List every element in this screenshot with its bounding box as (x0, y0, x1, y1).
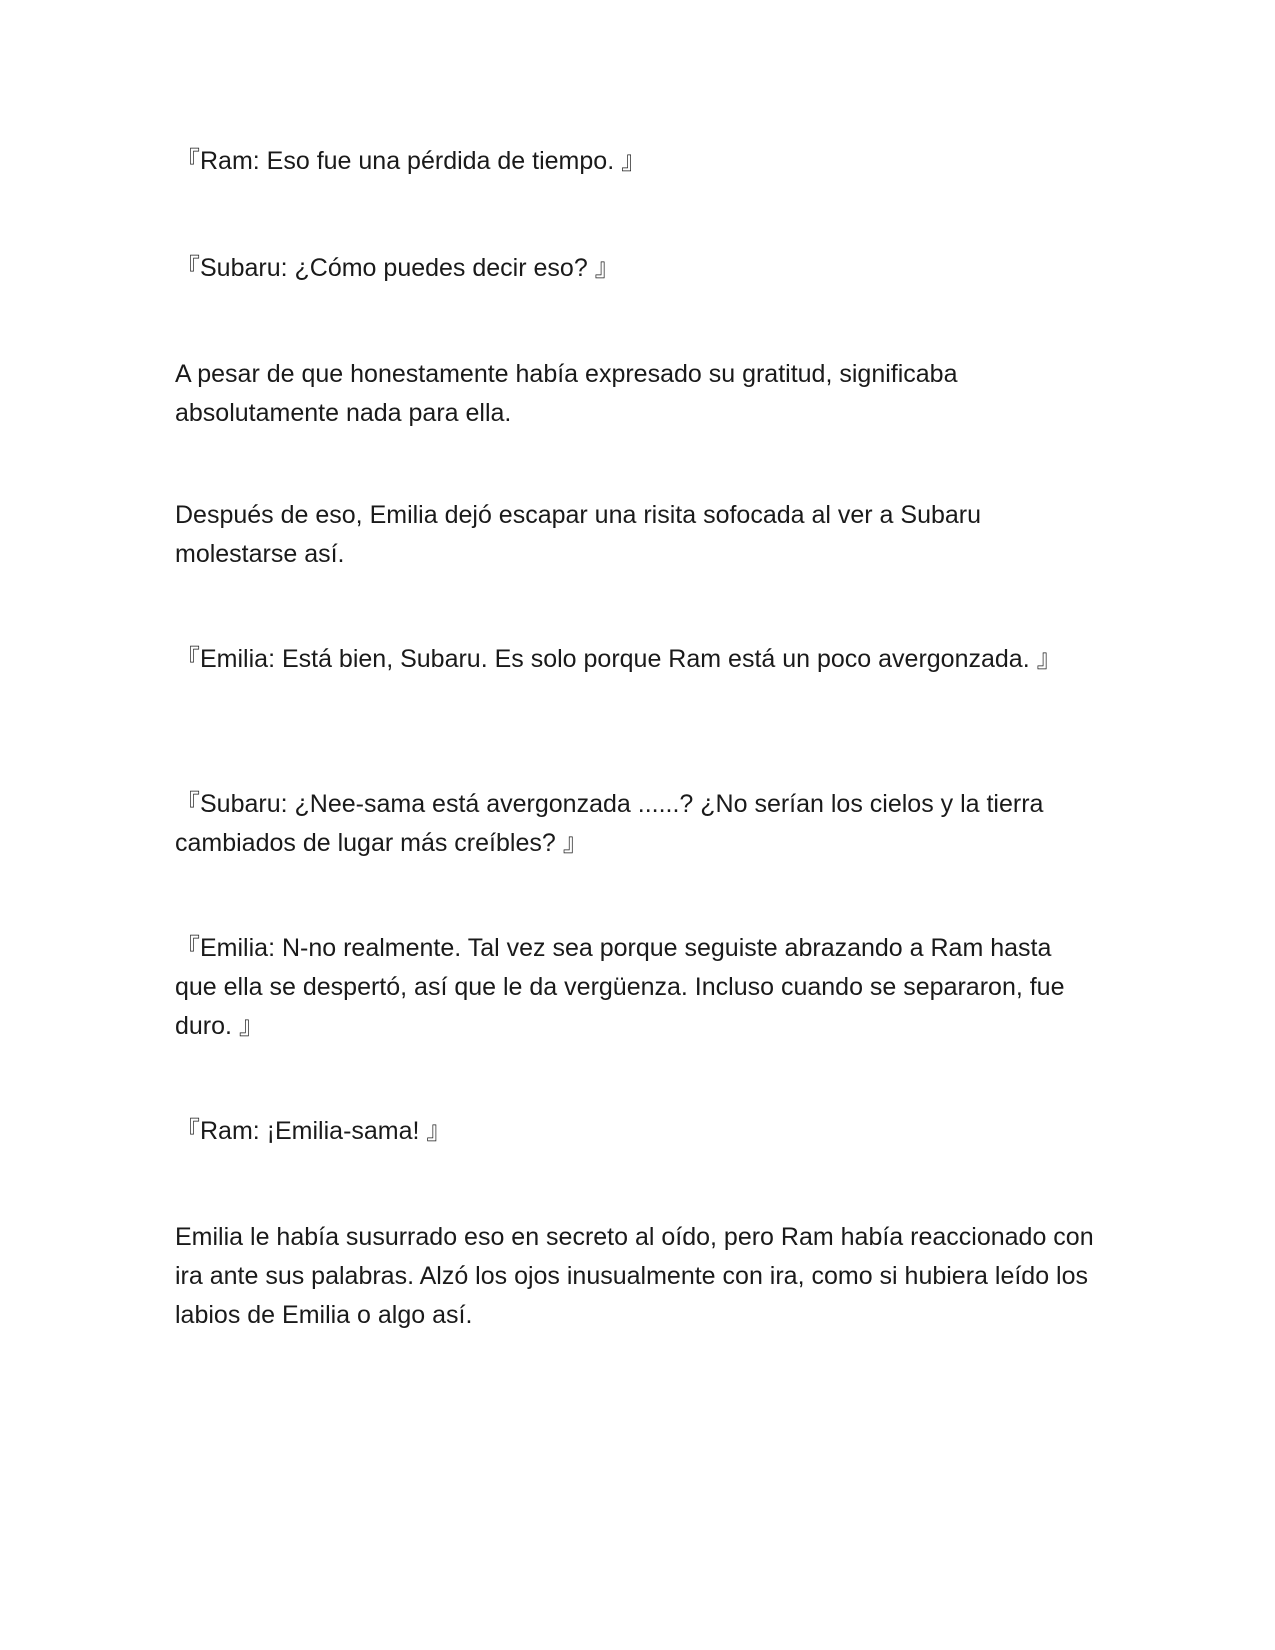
paragraph-emilia-1: 『Emilia: Está bien, Subaru. Es solo porque Ram está un poco avergonzada. 』 (175, 645, 1062, 673)
paragraph-narration-3: Emilia le había susurrado eso en secreto al oído, pero Ram había reaccionado con ira ante sus palabras. Alzó los ojos inusualmente con ira, como si hubiera leído los labios de Emilia o algo así. (175, 1223, 1094, 1329)
paragraph-narration-2: Después de eso, Emilia dejó escapar una risita sofocada al ver a Subaru molestarse así. (175, 501, 982, 568)
paragraph-subaru-1: 『Subaru: ¿Cómo puedes decir eso? 』 (175, 254, 620, 282)
paragraph-subaru-2: 『Subaru: ¿Nee-sama está avergonzada ......? ¿No serían los cielos y la tierra cambiados de lugar más creíbles? 』 (175, 790, 1044, 857)
paragraph-narration-1: A pesar de que honestamente había expresado su gratitud, significaba absolutamente nada para ella. (175, 360, 958, 427)
paragraph-emilia-2: 『Emilia: N-no realmente. Tal vez sea porque seguiste abrazando a Ram hasta que ella se despertó, así que le da vergüenza. Incluso cuando se separaron, fue duro. 』 (175, 934, 1065, 1040)
paragraph-ram-1: 『Ram: Eso fue una pérdida de tiempo. 』 (175, 147, 647, 175)
paragraph-ram-2: 『Ram: ¡Emilia-sama! 』 (175, 1117, 452, 1145)
